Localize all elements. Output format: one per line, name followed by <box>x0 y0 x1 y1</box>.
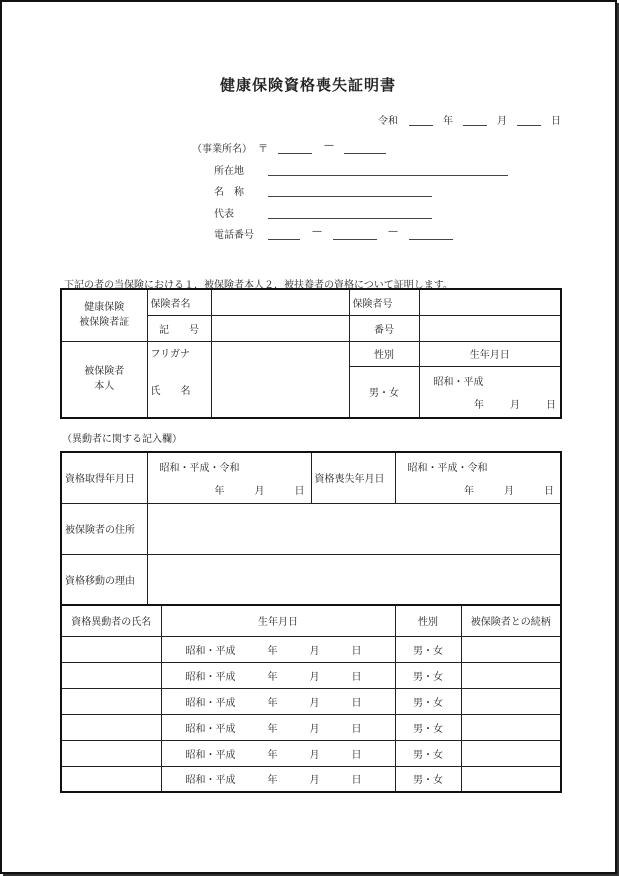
insurer-number-cell[interactable] <box>419 289 561 315</box>
dependent-name-cell[interactable] <box>61 740 161 766</box>
dependent-birth-cell[interactable] <box>161 714 395 740</box>
postal-code-field-1[interactable] <box>278 153 312 154</box>
dependents-table <box>60 604 562 793</box>
row-birth-eras: 昭和・平成 <box>185 697 236 709</box>
certification-statement: 下記の者の当保険における１．被保険者本人２．被扶養者の資格について証明します。 <box>64 280 453 291</box>
postal-dash: — <box>324 140 334 151</box>
row-birth-month: 月 <box>309 723 320 735</box>
header-changed-person-name: 資格異動者の氏名 <box>61 605 161 636</box>
header-relationship: 被保険者との続柄 <box>461 605 561 636</box>
header-gender: 性別 <box>395 605 461 636</box>
date-year-label: 年 <box>443 116 453 127</box>
date-month-field[interactable] <box>463 125 487 126</box>
insured-address-label: 被保険者の住所 <box>61 503 147 554</box>
insurer-number-label: 保険者号 <box>349 289 419 315</box>
acquired-year-label: 年 <box>214 485 225 497</box>
name-input-cell[interactable] <box>211 341 349 418</box>
row-birth-eras: 昭和・平成 <box>185 775 236 787</box>
dependent-birth-cell[interactable] <box>161 740 395 766</box>
birth-year-label: 年 <box>474 399 484 411</box>
table-row <box>61 740 561 766</box>
dependent-gender-cell[interactable]: 男・女 <box>395 714 461 740</box>
lost-date-cell[interactable] <box>395 452 561 503</box>
row-birth-eras: 昭和・平成 <box>185 671 236 683</box>
date-month-label: 月 <box>497 116 507 127</box>
birth-month-label: 月 <box>510 399 520 411</box>
row-birth-year: 年 <box>267 749 278 761</box>
insurer-name-cell[interactable] <box>211 289 349 315</box>
row-birth-day: 日 <box>351 749 362 761</box>
lost-date-label: 資格喪失年月日 <box>311 452 395 503</box>
change-reason-cell[interactable] <box>147 554 561 605</box>
dependent-gender-cell[interactable]: 男・女 <box>395 740 461 766</box>
phone-field-1[interactable] <box>268 239 300 240</box>
symbol-label: 記 号 <box>147 315 211 341</box>
birth-era-options: 昭和・平成 <box>433 376 484 388</box>
change-section-label: （異動者に関する記入欄） <box>62 434 182 445</box>
dependent-relationship-cell[interactable] <box>461 688 561 714</box>
row-birth-month: 月 <box>309 749 320 761</box>
phone-dash-1: — <box>312 226 322 237</box>
row-birth-day: 日 <box>351 723 362 735</box>
row-birth-eras: 昭和・平成 <box>185 749 236 761</box>
insurer-name-label: 保険者名 <box>147 289 211 315</box>
number-label: 番号 <box>349 315 419 341</box>
table-row <box>61 766 561 792</box>
table-row <box>61 714 561 740</box>
row-birth-month: 月 <box>309 645 320 657</box>
postal-code-field-2[interactable] <box>344 153 386 154</box>
row-birth-year: 年 <box>267 671 278 683</box>
dependent-birth-cell[interactable] <box>161 766 395 792</box>
lost-era-options: 昭和・平成・令和 <box>407 462 488 474</box>
phone-dash-2: — <box>388 226 398 237</box>
birth-date-cell[interactable] <box>419 366 561 417</box>
header-birth-date: 生年月日 <box>161 605 395 636</box>
employer-label: （事業所名） <box>192 144 252 155</box>
dependent-gender-cell[interactable]: 男・女 <box>395 766 461 792</box>
dependent-relationship-cell[interactable] <box>461 662 561 688</box>
dependent-name-cell[interactable] <box>61 662 161 688</box>
name-label-cell <box>147 341 211 418</box>
row-birth-eras: 昭和・平成 <box>185 645 236 657</box>
dependent-gender-cell[interactable]: 男・女 <box>395 662 461 688</box>
row-birth-month: 月 <box>309 671 320 683</box>
table-row <box>61 662 561 688</box>
dependent-birth-cell[interactable] <box>161 688 395 714</box>
dependent-birth-cell[interactable] <box>161 636 395 662</box>
table-row <box>61 688 561 714</box>
company-name-field[interactable] <box>268 196 432 197</box>
acquired-date-label: 資格取得年月日 <box>61 452 147 503</box>
dependent-birth-cell[interactable] <box>161 662 395 688</box>
postal-mark: 〒 <box>258 144 268 155</box>
dependent-gender-cell[interactable]: 男・女 <box>395 636 461 662</box>
table-row <box>61 636 561 662</box>
acquired-day-label: 日 <box>294 485 305 497</box>
birth-day-label: 日 <box>546 399 556 411</box>
insured-info-table <box>60 288 562 419</box>
company-name-label: 名 称 <box>214 187 244 198</box>
row-birth-day: 日 <box>351 645 362 657</box>
full-name-label: 氏 名 <box>150 385 191 397</box>
gender-options[interactable]: 男・女 <box>349 366 419 417</box>
insured-person-label: 被保険者 本人 <box>61 341 147 418</box>
date-day-field[interactable] <box>517 125 541 126</box>
lost-year-label: 年 <box>464 485 474 497</box>
row-birth-day: 日 <box>351 775 362 787</box>
row-birth-year: 年 <box>267 697 278 709</box>
date-era: 令和 <box>378 116 398 127</box>
row-birth-day: 日 <box>351 671 362 683</box>
acquired-date-cell[interactable] <box>147 452 311 503</box>
dependent-relationship-cell[interactable] <box>461 740 561 766</box>
dependent-relationship-cell[interactable] <box>461 766 561 792</box>
gender-label: 性別 <box>349 341 419 366</box>
qualification-change-table <box>60 451 562 606</box>
representative-field[interactable] <box>268 218 432 219</box>
phone-field-3[interactable] <box>409 239 453 240</box>
representative-label: 代表 <box>214 209 234 220</box>
dependent-relationship-cell[interactable] <box>461 714 561 740</box>
lost-month-label: 月 <box>504 485 514 497</box>
row-birth-eras: 昭和・平成 <box>185 723 236 735</box>
acquired-month-label: 月 <box>254 485 265 497</box>
dependent-name-cell[interactable] <box>61 688 161 714</box>
row-birth-month: 月 <box>309 775 320 787</box>
row-birth-year: 年 <box>267 723 278 735</box>
address-label: 所在地 <box>214 166 244 177</box>
phone-field-2[interactable] <box>333 239 377 240</box>
address-field[interactable] <box>268 175 508 176</box>
insurance-card-label: 健康保険 被保険者証 <box>61 289 147 341</box>
row-birth-year: 年 <box>267 645 278 657</box>
birth-date-label: 生年月日 <box>419 341 561 366</box>
date-year-field[interactable] <box>409 125 433 126</box>
insured-address-cell[interactable] <box>147 503 561 554</box>
acquired-era-options: 昭和・平成・令和 <box>159 462 240 474</box>
number-cell[interactable] <box>419 315 561 341</box>
change-reason-label: 資格移動の理由 <box>61 554 147 605</box>
document-title: 健康保険資格喪失証明書 <box>220 76 397 94</box>
dependent-relationship-cell[interactable] <box>461 636 561 662</box>
dependent-name-cell[interactable] <box>61 766 161 792</box>
phone-label: 電話番号 <box>214 230 254 241</box>
symbol-cell[interactable] <box>211 315 349 341</box>
furigana-label: フリガナ <box>150 348 190 360</box>
row-birth-month: 月 <box>309 697 320 709</box>
dependent-name-cell[interactable] <box>61 714 161 740</box>
dependent-gender-cell[interactable]: 男・女 <box>395 688 461 714</box>
row-birth-year: 年 <box>267 775 278 787</box>
row-birth-day: 日 <box>351 697 362 709</box>
dependent-name-cell[interactable] <box>61 636 161 662</box>
lost-day-label: 日 <box>544 485 554 497</box>
date-day-label: 日 <box>551 116 561 127</box>
